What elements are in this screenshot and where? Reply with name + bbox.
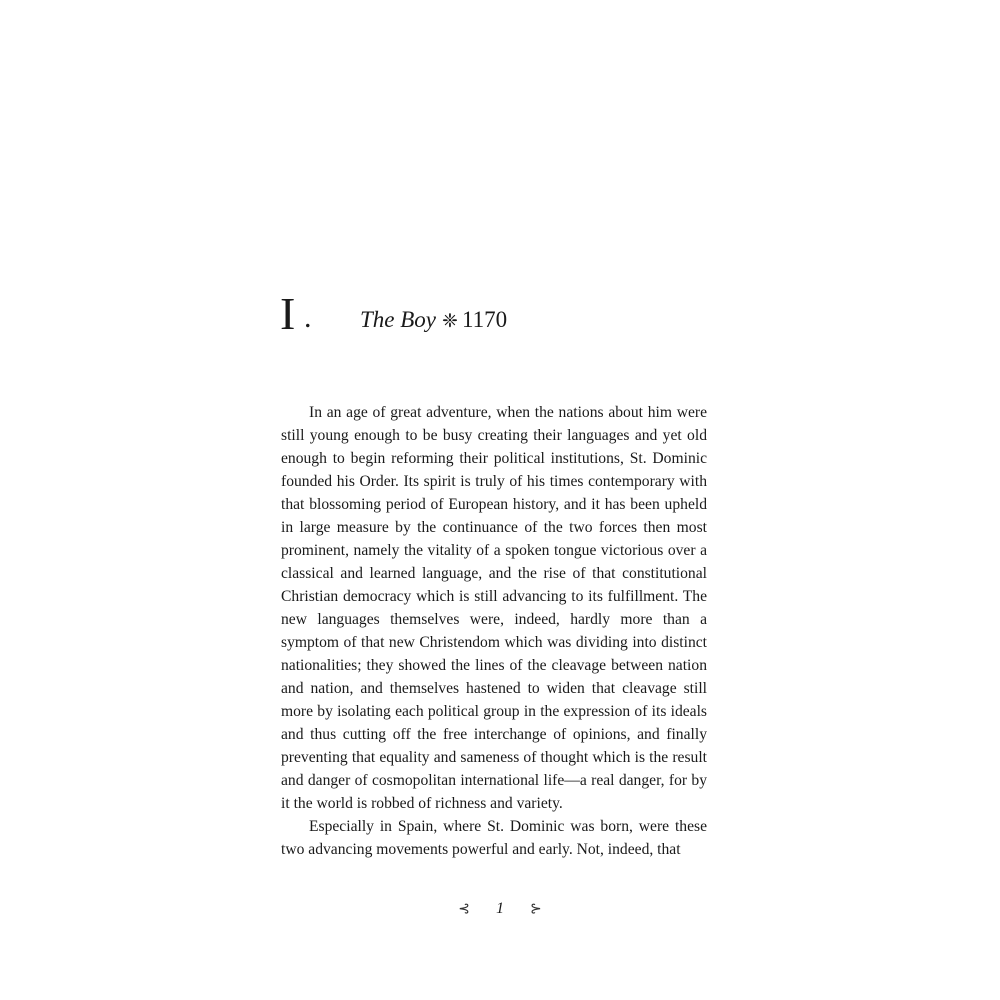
chapter-heading xyxy=(280,288,710,348)
paragraph: In an age of great adventure, when the nations about him were still young enough to be busy creating their languages and yet old enough to begin reforming their political institutions, St. Dominic founded his Order. Its spirit is truly of his times contemporary with that blossoming period of European history, and it has been upheld in large measure by the continuance of the two forces then most prominent, namely the vitality of a spoken tongue victorious over a classical and learned language, and the rise of that constitutional Christian democracy which is still advancing to its fulfillment. The new languages themselves were, indeed, hardly more than a symptom of that new Christendom which was dividing into distinct nationalities; they showed the lines of the cleavage between nation and nation, and themselves hastened to widen that cleavage still more by isolating each political group in the expression of its ideals and thus cutting off the free interchange of opinions, and finally preventing that equality and sameness of thought which is the result and danger of cosmopolitan international life—a real danger, for by it the world is robbed of richness and variety. xyxy=(281,404,707,812)
chapter-title-group xyxy=(360,306,507,336)
left-folio-ornament-icon: ⊰ xyxy=(458,902,470,917)
body-text xyxy=(281,401,707,861)
right-folio-ornament-icon: ⊱ xyxy=(530,902,542,917)
page-number: 1 xyxy=(496,900,504,917)
asterisk-ornament-icon: ❈ xyxy=(442,311,458,332)
page-footer xyxy=(0,898,1000,921)
chapter-number: I xyxy=(280,288,296,339)
chapter-number-dot: . xyxy=(304,301,312,334)
chapter-title: The Boy xyxy=(360,307,437,332)
chapter-year: 1170 xyxy=(461,307,508,332)
paragraph: Especially in Spain, where St. Dominic was born, were these two advancing movements powerful and early. Not, indeed, that xyxy=(281,818,707,858)
